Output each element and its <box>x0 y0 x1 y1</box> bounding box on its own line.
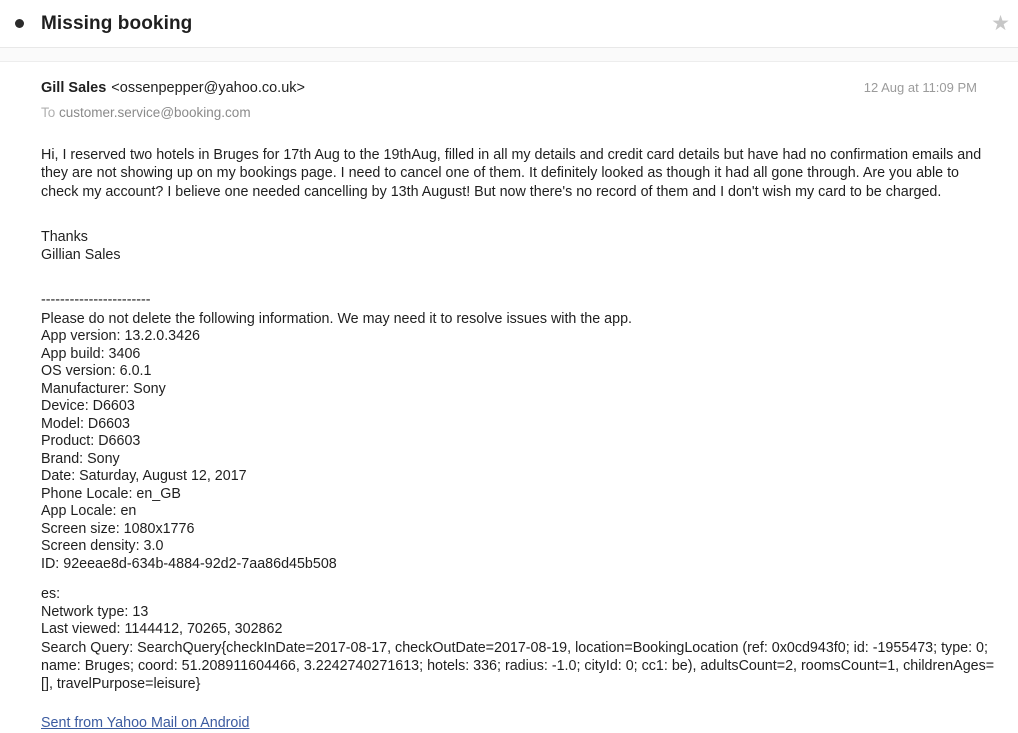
page-title: Missing booking <box>41 12 193 34</box>
diagnostics-line: OS version: 6.0.1 <box>41 363 152 380</box>
diagnostics-line: App build: 3406 <box>41 345 141 362</box>
body-spacer-3 <box>41 573 996 586</box>
diagnostics-line: Screen density: 3.0 <box>41 538 164 555</box>
message-timestamp: 12 Aug at 11:09 PM <box>863 80 977 95</box>
sender-name[interactable]: Gill Sales <box>41 80 107 96</box>
body-spacer-2 <box>41 264 996 291</box>
email-body <box>41 146 996 733</box>
diagnostics-line: Product: D6603 <box>41 433 141 450</box>
diagnostics-line: Device: D6603 <box>41 398 135 415</box>
recipient-address: customer.service@booking.com <box>59 105 251 120</box>
body-divider: ----------------------- <box>41 292 151 309</box>
diagnostics-line: Phone Locale: en_GB <box>41 485 181 502</box>
diagnostics-line: Brand: Sony <box>41 450 120 467</box>
body-paragraph-1: Hi, I reserved two hotels in Bruges for 17th Aug to the 19thAug, filled in all my details and credit card details but have had no confirmation emails and they are not showing up on my bookings page. I need to cancel one of them. It definitely looked as though it had all gone through. Are you able to check my account? I believe one needed cancelling by 13th August! But now there's no record of them and I don't wish my card to be charged. <box>41 147 982 200</box>
email-message <box>0 62 1018 733</box>
extra-info-line: Network type: 13 <box>41 603 149 620</box>
diagnostics-list <box>41 328 996 573</box>
extra-info-line: Last viewed: 1144412, 70265, 302862 <box>41 621 283 638</box>
body-notice: Please do not delete the following information. We may need it to resolve issues with the app. <box>41 310 633 327</box>
email-header-bar <box>0 0 1018 48</box>
diagnostics-line: Date: Saturday, August 12, 2017 <box>41 468 247 485</box>
recipient-row[interactable] <box>41 105 998 120</box>
extra-info-line: es: <box>41 586 61 603</box>
star-icon[interactable]: ★ <box>991 12 1010 35</box>
diagnostics-line: Manufacturer: Sony <box>41 380 166 397</box>
body-signature-name: Gillian Sales <box>41 247 121 264</box>
search-query-block: Search Query: SearchQuery{checkInDate=2017-08-17, checkOutDate=2017-08-19, location=BookingLocation (ref: 0x0cd943f0; id: -1955473; type: 0; name: Bruges; coord: 51.208911604466, 3.2242740271613; hotels: 336; radius: -1.0; cityId: 0; cc1: be), adultsCount=2, roomsCount=1, childrenAges=[], travelPurpose=leisure} <box>41 639 995 693</box>
body-spacer <box>41 201 996 228</box>
diagnostics-line: Model: D6603 <box>41 415 131 432</box>
body-closing: Thanks <box>41 228 88 245</box>
unread-dot-icon[interactable] <box>15 19 24 28</box>
recipient-label: To <box>41 105 56 120</box>
diagnostics-line: App Locale: en <box>41 503 137 520</box>
header-divider-strip <box>0 48 1018 62</box>
sender-row <box>41 80 998 96</box>
diagnostics-line: ID: 92eeae8d-634b-4884-92d2-7aa86d45b508 <box>41 555 337 572</box>
sender-email[interactable]: <ossenpepper@yahoo.co.uk> <box>111 80 305 96</box>
extra-info-list <box>41 586 996 639</box>
sent-from-link[interactable]: Sent from Yahoo Mail on Android <box>41 715 250 732</box>
diagnostics-line: Screen size: 1080x1776 <box>41 520 195 537</box>
diagnostics-line: App version: 13.2.0.3426 <box>41 328 200 345</box>
